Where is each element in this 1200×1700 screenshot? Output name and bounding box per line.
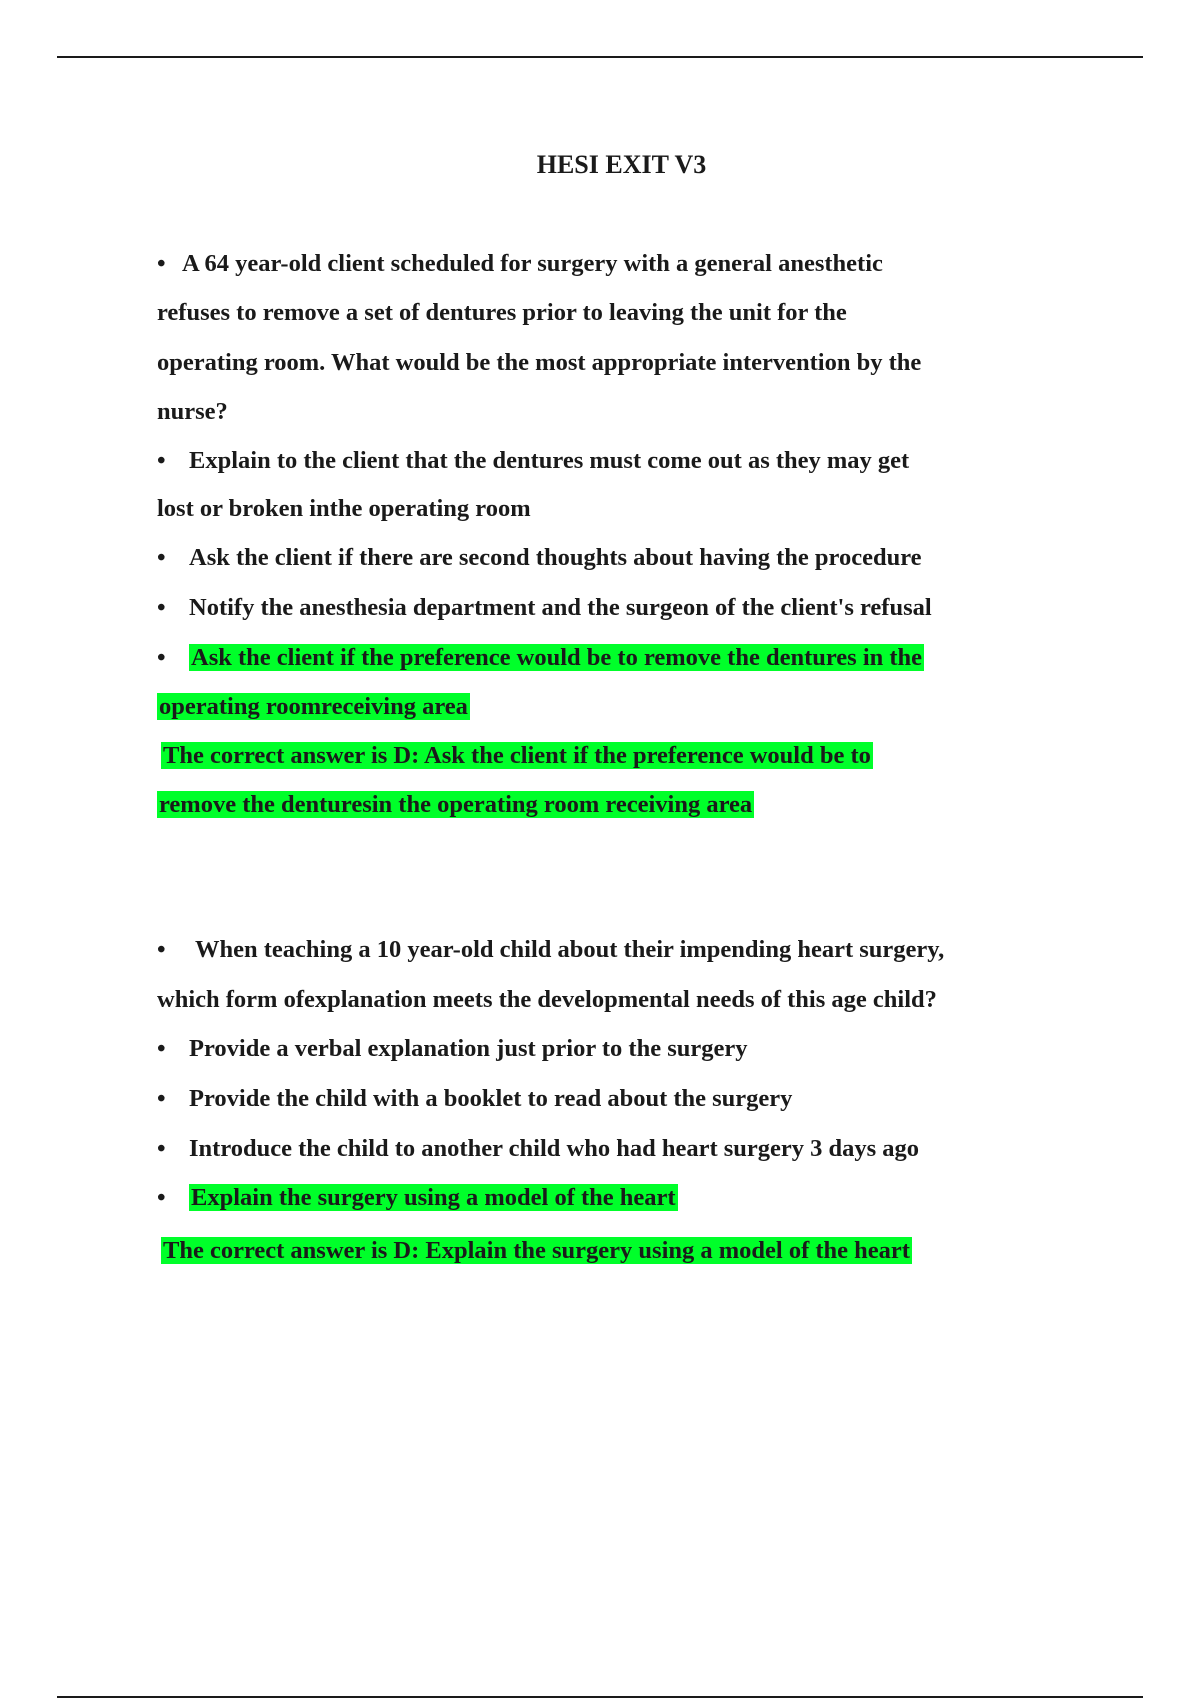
bullet: •	[157, 936, 166, 963]
question-2-option-d-correct	[157, 1181, 678, 1215]
bullet: •	[157, 1035, 166, 1062]
question-1-option-c: • Notify the anesthesia department and the surgeon of the client's refusal	[157, 591, 932, 625]
bullet: •	[157, 1184, 166, 1211]
question-1-stem-line: operating room. What would be the most appropriate intervention by the	[157, 349, 922, 376]
question-1-answer-continued	[157, 788, 754, 822]
highlighted-text: The correct answer is D: Explain the surgery using a model of the heart	[163, 1237, 910, 1264]
question-2-option-b: • Provide the child with a booklet to read about the surgery	[157, 1082, 792, 1116]
top-rule	[57, 56, 1143, 58]
highlighted-text: remove the denturesin the operating room receiving area	[159, 791, 753, 818]
highlighted-text: The correct answer is D: Ask the client if the preference would be to	[163, 742, 871, 769]
bullet: •	[157, 1135, 166, 1162]
question-2-answer	[161, 1234, 912, 1268]
question-2-stem-line: which form ofexplanation meets the developmental needs of this age child?	[157, 986, 937, 1013]
question-2-option-a: • Provide a verbal explanation just prior to the surgery	[157, 1032, 747, 1066]
question-1-stem-line: refuses to remove a set of dentures prior to leaving the unit for the	[157, 299, 847, 326]
question-2-option-c: • Introduce the child to another child who had heart surgery 3 days ago	[157, 1132, 919, 1166]
bullet: •	[157, 544, 166, 571]
highlighted-text: Ask the client if the preference would be to remove the dentures in the	[191, 644, 923, 671]
question-1-option-a-continued: lost or broken inthe operating room	[157, 495, 531, 522]
question-1-option-d-correct	[157, 641, 924, 675]
bullet: •	[157, 447, 166, 474]
question-1-stem-line: • A 64 year-old client scheduled for surgery with a general anesthetic	[157, 247, 883, 281]
highlighted-text: Explain the surgery using a model of the heart	[191, 1184, 676, 1211]
bullet: •	[157, 594, 166, 621]
bullet: •	[157, 250, 166, 277]
bullet: •	[157, 644, 166, 671]
question-1-option-d-continued	[157, 690, 470, 724]
highlighted-text: operating roomreceiving area	[159, 693, 468, 720]
page-title: HESI EXIT V3	[536, 150, 707, 179]
question-1-answer	[161, 739, 873, 773]
question-1-stem-line: nurse?	[157, 398, 228, 425]
bottom-rule	[57, 1696, 1143, 1698]
question-2-stem-line: • When teaching a 10 year-old child about their impending heart surgery,	[157, 933, 944, 967]
question-1-option-b: • Ask the client if there are second thoughts about having the procedure	[157, 541, 922, 575]
bullet: •	[157, 1085, 166, 1112]
question-1-option-a: • Explain to the client that the dentures must come out as they may get	[157, 444, 909, 478]
